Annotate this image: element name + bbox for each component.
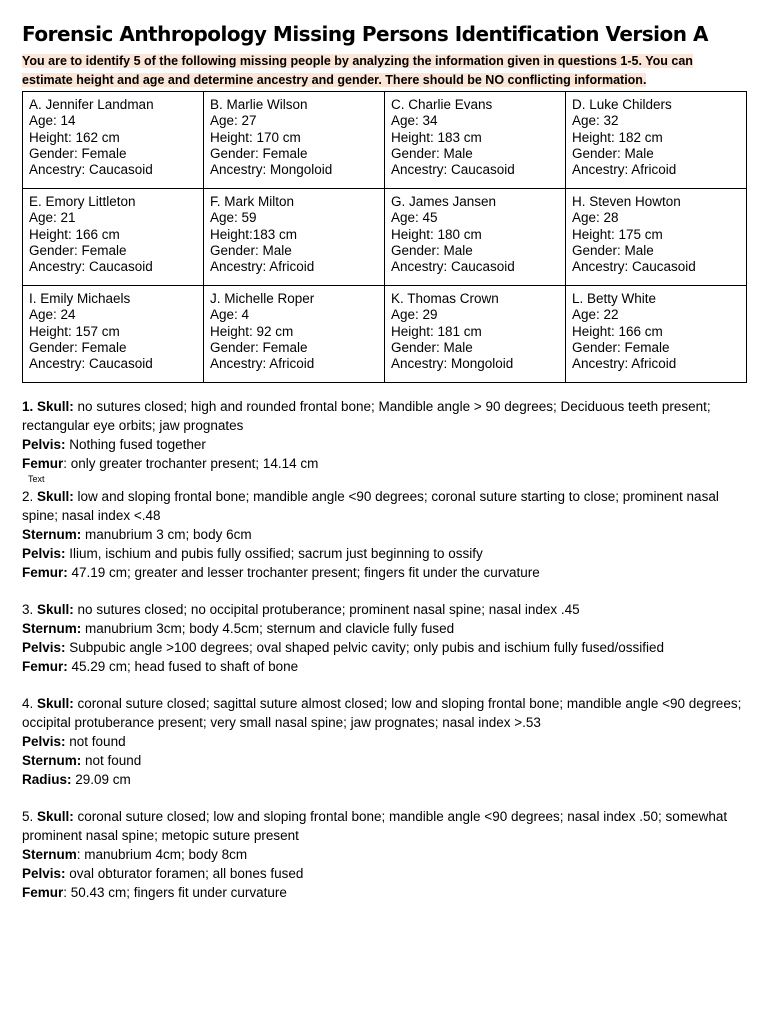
person-attribute: Gender: Male — [210, 242, 292, 258]
person-name: K. Thomas Crown — [391, 291, 499, 306]
question-label: Pelvis: — [22, 866, 66, 881]
question-label: Sternum: — [22, 527, 82, 542]
person-attribute: Height: 166 cm — [572, 323, 663, 339]
person-attribute: Height:183 cm — [210, 226, 298, 242]
missing-persons-table — [22, 91, 747, 383]
question-1 — [22, 397, 752, 484]
question-label: Sternum: — [22, 621, 82, 636]
person-cell — [23, 92, 204, 189]
person-name: E. Emory Littleton — [29, 194, 136, 209]
question-label: Femur — [22, 456, 64, 471]
question-text: : 50.43 cm; fingers fit under curvature — [63, 885, 287, 900]
person-attribute: Gender: Female — [29, 145, 127, 161]
question-text: coronal suture closed; low and sloping frontal bone; mandible angle <90 degrees; nasal index .50; somewhat prominent nasal spine; metopic suture present — [22, 809, 728, 843]
question-number: 5. — [22, 809, 34, 824]
instructions-text: You are to identify 5 of the following missing people by analyzing the information given in questions 1-5. You can estimate height and age and determine ancestry and gender. There should be NO conflicting information. — [22, 54, 693, 87]
question-number: 2. — [22, 489, 34, 504]
question-number: 1. — [22, 399, 34, 414]
person-cell — [566, 92, 747, 189]
questions-section — [22, 397, 752, 920]
person-attribute: Height: 166 cm — [29, 226, 120, 242]
person-attribute: Ancestry: Caucasoid — [391, 162, 515, 178]
person-attribute: Gender: Male — [572, 242, 654, 258]
person-cell — [566, 286, 747, 383]
question-text: not found — [65, 734, 126, 749]
question-text: oval obturator foramen; all bones fused — [65, 866, 304, 881]
question-text: : only greater trochanter present; 14.14 cm — [63, 456, 319, 471]
question-line — [22, 732, 752, 751]
question-text: 29.09 cm — [71, 772, 131, 787]
person-cell — [204, 286, 385, 383]
question-label: Skull: — [37, 399, 74, 414]
person-attribute: Height: 175 cm — [572, 226, 663, 242]
question-line — [22, 694, 752, 732]
person-attribute: Gender: Male — [572, 145, 654, 161]
person-attribute: Gender: Male — [391, 242, 473, 258]
person-name: I. Emily Michaels — [29, 291, 131, 306]
person-attribute: Height: 170 cm — [210, 129, 301, 145]
person-attribute: Gender: Female — [210, 339, 308, 355]
question-label: Sternum — [22, 847, 77, 862]
question-text: : manubrium 4cm; body 8cm — [76, 847, 248, 862]
question-line — [22, 544, 752, 563]
question-label: Radius: — [22, 772, 72, 787]
person-attribute: Ancestry: Mongoloid — [391, 356, 514, 372]
question-label: Femur: — [22, 565, 68, 580]
question-line — [22, 454, 752, 473]
person-cell — [385, 92, 566, 189]
question-line — [22, 770, 752, 789]
missing-persons-table-body — [23, 92, 747, 383]
person-attribute: Height: 92 cm — [210, 323, 294, 339]
question-text: coronal suture closed; sagittal suture almost closed; low and sloping frontal bone; mandible angle <90 degrees; occipital protuberance present; very small nasal spine; jaw prognates; nasal index >.53 — [22, 696, 742, 730]
person-cell — [204, 92, 385, 189]
person-attribute: Gender: Female — [572, 339, 670, 355]
question-label: Pelvis: — [22, 546, 66, 561]
question-line — [22, 657, 752, 676]
question-4 — [22, 694, 752, 789]
question-number: 4. — [22, 696, 34, 711]
question-text: manubrium 3cm; body 4.5cm; sternum and clavicle fully fused — [81, 621, 455, 636]
question-label: Pelvis: — [22, 640, 66, 655]
question-label: Skull: — [37, 489, 74, 504]
question-label: Femur: — [22, 659, 68, 674]
person-attribute: Age: 29 — [391, 307, 438, 323]
person-attribute: Gender: Male — [391, 339, 473, 355]
question-line — [22, 845, 752, 864]
question-text: 47.19 cm; greater and lesser trochanter present; fingers fit under the curvature — [67, 565, 540, 580]
person-attribute: Ancestry: Caucasoid — [29, 162, 153, 178]
question-text: not found — [81, 753, 142, 768]
person-attribute: Gender: Male — [391, 145, 473, 161]
person-attribute: Gender: Female — [29, 242, 127, 258]
question-label: Pelvis: — [22, 734, 66, 749]
question-line — [22, 751, 752, 770]
question-2 — [22, 487, 752, 582]
person-cell — [385, 286, 566, 383]
person-attribute: Age: 22 — [572, 307, 619, 323]
person-name: B. Marlie Wilson — [210, 97, 308, 112]
person-name: J. Michelle Roper — [210, 291, 315, 306]
person-attribute: Ancestry: Caucasoid — [572, 259, 696, 275]
person-name: L. Betty White — [572, 291, 657, 306]
person-attribute: Height: 162 cm — [29, 129, 120, 145]
person-attribute: Ancestry: Africoid — [572, 162, 677, 178]
question-line — [22, 397, 752, 435]
person-cell — [23, 286, 204, 383]
stray-text-label: Text — [28, 474, 45, 484]
question-text: low and sloping frontal bone; mandible angle <90 degrees; coronal suture starting to close; prominent nasal spine; nasal index <.48 — [22, 489, 719, 523]
question-number: 3. — [22, 602, 34, 617]
person-attribute: Gender: Female — [210, 145, 308, 161]
question-text: 45.29 cm; head fused to shaft of bone — [67, 659, 299, 674]
question-label: Skull: — [37, 696, 74, 711]
person-attribute: Height: 157 cm — [29, 323, 120, 339]
person-attribute: Age: 45 — [391, 210, 438, 226]
question-text: Subpubic angle >100 degrees; oval shaped pelvic cavity; only pubis and ischium fully fused/ossified — [65, 640, 665, 655]
question-label: Skull: — [37, 809, 74, 824]
question-text: manubrium 3 cm; body 6cm — [81, 527, 252, 542]
document-title: Forensic Anthropology Missing Persons Identification Version A — [22, 22, 708, 46]
table-row — [23, 286, 747, 383]
person-attribute: Ancestry: Africoid — [210, 356, 315, 372]
person-cell — [385, 189, 566, 286]
person-name: F. Mark Milton — [210, 194, 295, 209]
person-attribute: Age: 21 — [29, 210, 76, 226]
question-line — [22, 807, 752, 845]
person-attribute: Age: 24 — [29, 307, 76, 323]
question-line — [22, 600, 752, 619]
person-attribute: Age: 34 — [391, 113, 438, 129]
person-attribute: Age: 14 — [29, 113, 76, 129]
person-attribute: Age: 59 — [210, 210, 257, 226]
question-text: Ilium, ischium and pubis fully ossified; sacrum just beginning to ossify — [65, 546, 483, 561]
question-5 — [22, 807, 752, 902]
question-line — [22, 563, 752, 582]
person-name: G. James Jansen — [391, 194, 497, 209]
question-line — [22, 435, 752, 454]
question-text: no sutures closed; high and rounded frontal bone; Mandible angle > 90 degrees; Deciduous teeth present; rectangular eye orbits; jaw prognates — [22, 399, 711, 433]
question-line — [22, 619, 752, 638]
question-text: no sutures closed; no occipital protuberance; prominent nasal spine; nasal index .45 — [73, 602, 580, 617]
person-attribute: Height: 183 cm — [391, 129, 482, 145]
person-name: D. Luke Childers — [572, 97, 672, 112]
person-attribute: Age: 4 — [210, 307, 250, 323]
person-cell — [204, 189, 385, 286]
person-attribute: Ancestry: Caucasoid — [29, 259, 153, 275]
question-text: Nothing fused together — [65, 437, 206, 452]
question-line — [22, 525, 752, 544]
person-attribute: Height: 182 cm — [572, 129, 663, 145]
question-line — [22, 638, 752, 657]
table-row — [23, 92, 747, 189]
person-attribute: Age: 32 — [572, 113, 619, 129]
question-line — [22, 864, 752, 883]
person-attribute: Age: 28 — [572, 210, 619, 226]
person-attribute: Gender: Female — [29, 339, 127, 355]
person-attribute: Ancestry: Caucasoid — [391, 259, 515, 275]
person-attribute: Height: 181 cm — [391, 323, 482, 339]
person-cell — [566, 189, 747, 286]
instructions — [22, 52, 744, 89]
person-attribute: Ancestry: Africoid — [210, 259, 315, 275]
person-name: A. Jennifer Landman — [29, 97, 154, 112]
person-attribute: Ancestry: Africoid — [572, 356, 677, 372]
person-attribute: Ancestry: Mongoloid — [210, 162, 333, 178]
person-name: C. Charlie Evans — [391, 97, 493, 112]
question-label: Skull: — [37, 602, 74, 617]
person-attribute: Age: 27 — [210, 113, 257, 129]
person-attribute: Height: 180 cm — [391, 226, 482, 242]
question-label: Pelvis: — [22, 437, 66, 452]
person-name: H. Steven Howton — [572, 194, 681, 209]
question-3 — [22, 600, 752, 676]
question-line — [22, 487, 752, 525]
question-label: Sternum: — [22, 753, 82, 768]
person-attribute: Ancestry: Caucasoid — [29, 356, 153, 372]
person-cell — [23, 189, 204, 286]
question-label: Femur — [22, 885, 64, 900]
question-line — [22, 883, 752, 902]
table-row — [23, 189, 747, 286]
